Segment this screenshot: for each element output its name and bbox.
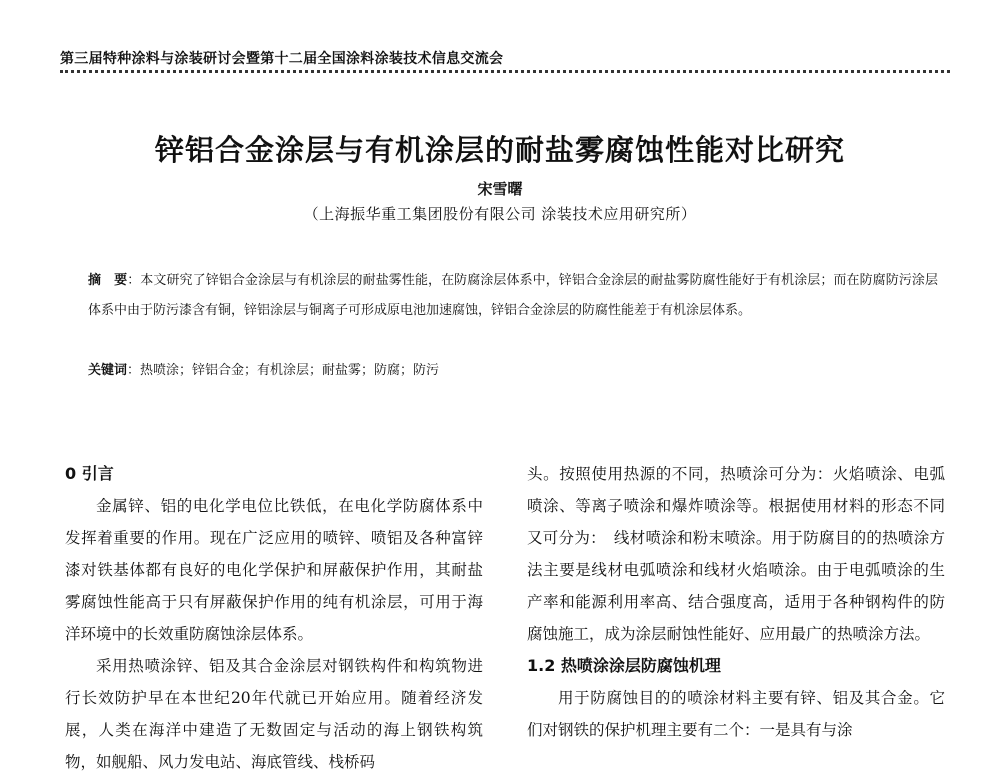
abstract-text: ：本文研究了锌铝合金涂层与有机涂层的耐盐雾性能，在防腐涂层体系中，锌铝合金涂层的耐盐雾防腐性能好于有机涂层；而在防腐防污涂层体系中由于防污漆含有铜，锌铝涂层与铜离子可形成原电池加速腐蚀，锌铝合金涂层的防腐性能差于有机涂层体系。: [88, 273, 938, 318]
keywords-text: ：热喷涂；锌铝合金；有机涂层；耐盐雾；防腐；防污: [127, 363, 440, 378]
author-affiliation: （上海振华重工集团股份有限公司 涂装技术应用研究所）: [303, 205, 697, 223]
paper-title: 锌铝合金涂层与有机涂层的耐盐雾腐蚀性能对比研究: [154, 133, 845, 167]
keywords-label: 关键词: [88, 363, 128, 378]
right-column: [527, 458, 945, 746]
left-column: [65, 458, 483, 778]
header-divider: [60, 70, 950, 73]
body-paragraph: 金属锌、铝的电化学电位比铁低，在电化学防腐体系中发挥着重要的作用。现在广泛应用的喷锌、喷铝及各种富锌漆对铁基体都有良好的电化学保护和屏蔽保护作用，其耐盐雾腐蚀性能高于只有屏蔽保护作用的纯有机涂层，可用于海洋环境中的长效重防腐蚀涂层体系。: [65, 497, 483, 643]
abstract-label: 摘 要: [88, 273, 128, 288]
body-paragraph: 采用热喷涂锌、铝及其合金涂层对钢铁构件和构筑物进行长效防护早在本世纪20年代就已开始应用。随着经济发展，人类在海洋中建造了无数固定与活动的海上钢铁构筑物，如舰船、风力发电站、海底管线、栈桥码: [65, 657, 483, 771]
section-heading-intro: 0 引言: [65, 464, 114, 483]
abstract: [88, 266, 938, 326]
author-name: 宋雪曙: [477, 180, 523, 198]
keywords: [88, 359, 938, 378]
section-heading-mechanism: 1.2 热喷涂涂层防腐蚀机理: [527, 656, 721, 675]
body-paragraph: 用于防腐蚀目的的喷涂材料主要有锌、铝及其合金。它们对钢铁的保护机理主要有二个：一是具有与涂: [527, 689, 945, 739]
body-paragraph: 头。按照使用热源的不同，热喷涂可分为：火焰喷涂、电弧喷涂、等离子喷涂和爆炸喷涂等。根据使用材料的形态不同又可分为： 线材喷涂和粉末喷涂。用于防腐目的的热喷涂方法主要是线材电弧喷涂和线材火焰喷涂。由于电弧喷涂的生产率和能源利用率高、结合强度高，适用于各种钢构件的防腐蚀施工，成为涂层耐蚀性能好、应用最广的热喷涂方法。: [527, 465, 945, 643]
conference-header: 第三届特种涂料与涂装研讨会暨第十二届全国涂料涂装技术信息交流会: [60, 51, 504, 67]
